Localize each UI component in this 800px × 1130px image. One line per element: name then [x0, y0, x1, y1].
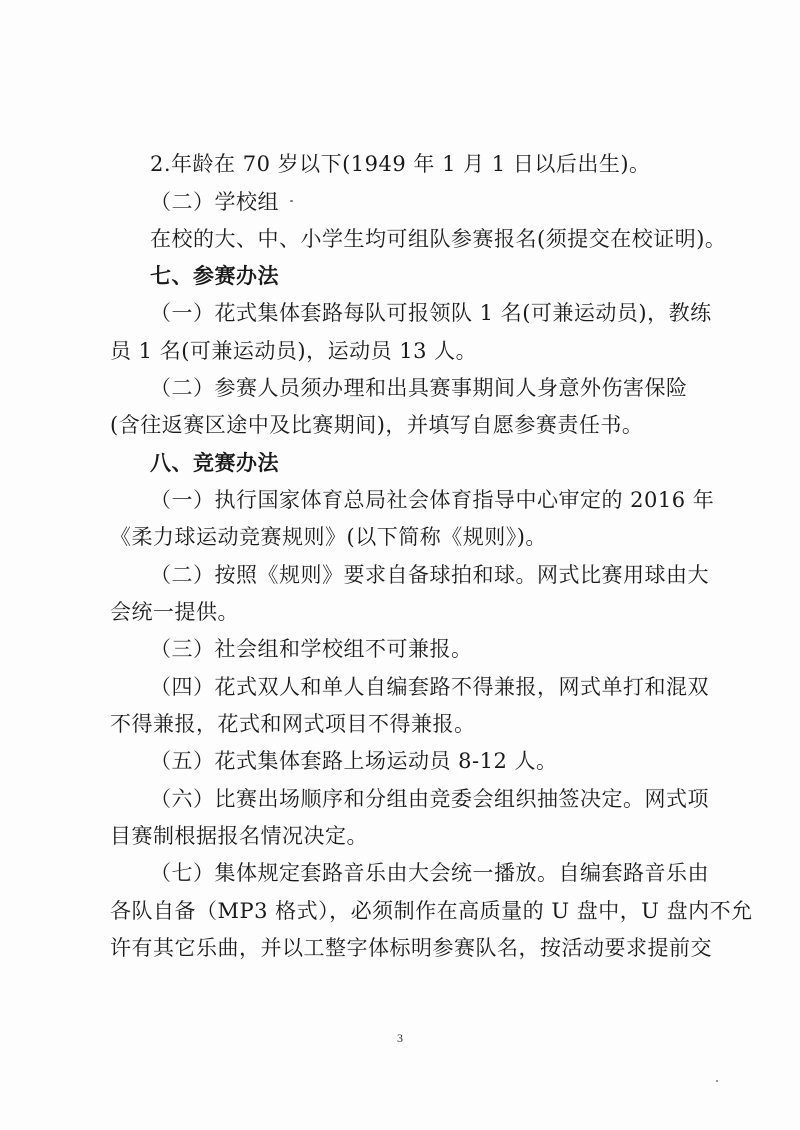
text-line: 各队自备（MP3 格式），必须制作在高质量的 U 盘中，U 盘内不允: [110, 899, 753, 923]
scan-speck: [716, 1080, 718, 1082]
text-line: 在校的大、中、小学生均可组队参赛报名(须提交在校证明)。: [150, 227, 727, 251]
text-line: （二）按照《规则》要求自备球拍和球。网式比赛用球由大: [150, 563, 709, 587]
section-heading: 八、竞赛办法: [150, 451, 279, 475]
section-heading: 七、参赛办法: [150, 264, 279, 288]
page-number: 3: [397, 1031, 403, 1045]
text-line: 员 1 名(可兼运动员)，运动员 13 人。: [110, 339, 478, 363]
text-line: （五）花式集体套路上场运动员 8-12 人。: [150, 749, 558, 773]
text-line: （四）花式双人和单人自编套路不得兼报，网式单打和混双: [150, 675, 709, 699]
text-line: (含往返赛区途中及比赛期间)，并填写自愿参赛责任书。: [110, 413, 644, 437]
text-line: （二）参赛人员须办理和出具赛事期间人身意外伤害保险: [150, 376, 688, 400]
text-line: （一）花式集体套路每队可报领队 1 名(可兼运动员)，教练: [150, 301, 712, 325]
text-line: 会统一提供。: [110, 600, 239, 624]
section-subheading: （二）学校组: [150, 190, 279, 214]
text-line: 《柔力球运动竞赛规则》(以下简称《规则》)。: [110, 525, 547, 549]
text-line: （六）比赛出场顺序和分组由竞委会组织抽签决定。网式项: [150, 787, 709, 811]
text-line: （一）执行国家体育总局社会体育指导中心审定的 2016 年: [150, 488, 715, 512]
text-line: 目赛制根据报名情况决定。: [110, 824, 368, 848]
text-line: 许有其它乐曲，并以工整字体标明参赛队名，按活动要求提前交: [110, 936, 712, 960]
text-line: （七）集体规定套路音乐由大会统一播放。自编套路音乐由: [150, 861, 709, 885]
text-line: （三）社会组和学校组不可兼报。: [150, 637, 473, 661]
scan-speck: [290, 200, 293, 202]
text-line: 不得兼报，花式和网式项目不得兼报。: [110, 712, 476, 736]
text-line: 2.年龄在 70 岁以下(1949 年 1 月 1 日以后出生)。: [150, 152, 651, 176]
